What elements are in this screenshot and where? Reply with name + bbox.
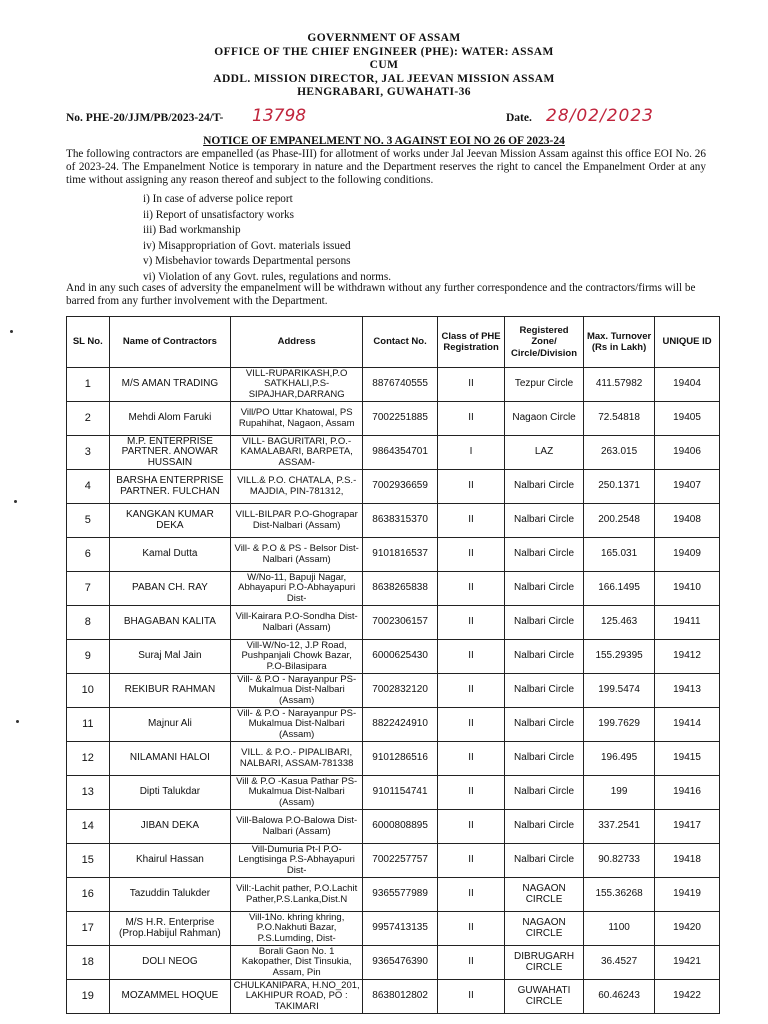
cell-contact: 7002832120	[363, 674, 438, 708]
cell-address: Vill- & P.O - Narayanpur PS-Mukalmua Dist-Nalbari (Assam)	[231, 708, 363, 742]
cell-class: II	[438, 504, 505, 538]
cell-name: Kamal Dutta	[109, 538, 231, 572]
cell-uid: 19404	[655, 368, 720, 402]
cell-turnover: 196.495	[584, 742, 655, 776]
cell-turnover: 72.54818	[584, 402, 655, 436]
cell-address: Vill-1No. khring khring, P.O.Nakhuti Bazar, P.S.Lumding, Dist-	[231, 912, 363, 946]
cell-zone: Nalbari Circle	[505, 572, 584, 606]
cell-contact: 6000625430	[363, 640, 438, 674]
cell-name: Tazuddin Talukder	[109, 878, 231, 912]
table-row	[67, 368, 720, 402]
cell-address: Vill/PO Uttar Khatowal, PS Rupahihat, Nagaon, Assam	[231, 402, 363, 436]
cell-name: MOZAMMEL HOQUE	[109, 980, 231, 1014]
margin-mark	[10, 330, 13, 333]
cell-turnover: 199.7629	[584, 708, 655, 742]
table-row	[67, 844, 720, 878]
cell-contact: 7002257757	[363, 844, 438, 878]
table-row	[67, 572, 720, 606]
cell-zone: Nalbari Circle	[505, 606, 584, 640]
table-row	[67, 436, 720, 470]
cell-sl: 16	[67, 878, 110, 912]
cell-uid: 19407	[655, 470, 720, 504]
cell-uid: 19410	[655, 572, 720, 606]
cell-name: KANGKAN KUMAR DEKA	[109, 504, 231, 538]
cell-zone: Nalbari Circle	[505, 844, 584, 878]
reference-number-label: No. PHE-20/JJM/PB/2023-24/T-	[66, 112, 224, 124]
cell-uid: 19414	[655, 708, 720, 742]
cell-turnover: 125.463	[584, 606, 655, 640]
cell-address: Vill-W/No-12, J.P Road, Pushpanjali Chowk Bazar, P.O-Bilasipara	[231, 640, 363, 674]
cell-name: DOLI NEOG	[109, 946, 231, 980]
cell-address: Vill-Balowa P.O-Balowa Dist-Nalbari (Assam)	[231, 810, 363, 844]
cell-class: II	[438, 946, 505, 980]
header-government: GOVERNMENT OF ASSAM	[307, 32, 461, 44]
cell-turnover: 250.1371	[584, 470, 655, 504]
cell-zone: Tezpur Circle	[505, 368, 584, 402]
cell-uid: 19420	[655, 912, 720, 946]
cell-name: PABAN CH. RAY	[109, 572, 231, 606]
cell-address: Vill-Dumuria Pt-I P.O-Lengtisinga P.S-Abhayapuri Dist-	[231, 844, 363, 878]
cell-class: II	[438, 878, 505, 912]
reference-number-handwritten: 13798	[252, 106, 307, 126]
cell-contact: 9864354701	[363, 436, 438, 470]
condition-item: vi) Violation of any Govt. rules, regulations and norms.	[143, 270, 392, 283]
table-row	[67, 878, 720, 912]
closing-paragraph: And in any such cases of adversity the empanelment will be withdrawn without any further correspondence and the contractors/firms will be barred from any further involvement with the Department.	[66, 282, 696, 307]
cell-sl: 11	[67, 708, 110, 742]
date-handwritten: 28/02/2023	[546, 106, 654, 126]
cell-class: II	[438, 844, 505, 878]
header-sl: SL No.	[67, 317, 110, 368]
cell-class: II	[438, 402, 505, 436]
cell-name: BHAGABAN KALITA	[109, 606, 231, 640]
table-row	[67, 946, 720, 980]
header-turnover: Max. Turnover (Rs in Lakh)	[584, 317, 655, 368]
cell-turnover: 165.031	[584, 538, 655, 572]
cell-name: JIBAN DEKA	[109, 810, 231, 844]
cell-zone: NAGAON CIRCLE	[505, 912, 584, 946]
table-row	[67, 810, 720, 844]
cell-contact: 8876740555	[363, 368, 438, 402]
cell-uid: 19421	[655, 946, 720, 980]
header-name: Name of Contractors	[109, 317, 231, 368]
cell-uid: 19413	[655, 674, 720, 708]
cell-turnover: 337.2541	[584, 810, 655, 844]
cell-contact: 8638265838	[363, 572, 438, 606]
cell-turnover: 166.1495	[584, 572, 655, 606]
cell-uid: 19419	[655, 878, 720, 912]
cell-class: II	[438, 640, 505, 674]
cell-name: Dipti Talukdar	[109, 776, 231, 810]
cell-address: Vill:-Lachit pather, P.O.Lachit Pather,P.S.Lanka,Dist.N	[231, 878, 363, 912]
table-header-row	[67, 317, 720, 368]
margin-mark	[16, 720, 19, 723]
cell-address: CHULKANIPARA, H.NO_201, LAKHIPUR ROAD, PO : TAKIMARI	[231, 980, 363, 1014]
table-row	[67, 640, 720, 674]
cell-address: VILL- BAGURITARI, P.O.- KAMALABARI, BARPETA, ASSAM-	[231, 436, 363, 470]
cell-contact: 9101816537	[363, 538, 438, 572]
cell-sl: 9	[67, 640, 110, 674]
cell-sl: 6	[67, 538, 110, 572]
cell-sl: 15	[67, 844, 110, 878]
cell-class: II	[438, 368, 505, 402]
cell-address: VILL. & P.O.- PIPALIBARI, NALBARI, ASSAM-781338	[231, 742, 363, 776]
table-row	[67, 674, 720, 708]
cell-name: REKIBUR RAHMAN	[109, 674, 231, 708]
cell-uid: 19422	[655, 980, 720, 1014]
condition-item: v) Misbehavior towards Departmental persons	[143, 255, 351, 268]
header-office: OFFICE OF THE CHIEF ENGINEER (PHE): WATER: ASSAM	[214, 45, 554, 58]
table-row	[67, 470, 720, 504]
table-row	[67, 538, 720, 572]
condition-item: i) In case of adverse police report	[143, 193, 293, 205]
cell-name: M/S AMAN TRADING	[109, 368, 231, 402]
cell-sl: 14	[67, 810, 110, 844]
table-row	[67, 912, 720, 946]
date-label: Date.	[506, 112, 532, 124]
cell-sl: 19	[67, 980, 110, 1014]
table-row	[67, 504, 720, 538]
cell-name: BARSHA ENTERPRISE PARTNER. FULCHAN	[109, 470, 231, 504]
margin-mark	[14, 500, 17, 503]
cell-class: I	[438, 436, 505, 470]
cell-contact: 7002306157	[363, 606, 438, 640]
table-body	[67, 368, 720, 1014]
cell-turnover: 155.29395	[584, 640, 655, 674]
cell-name: NILAMANI HALOI	[109, 742, 231, 776]
cell-contact: 9365476390	[363, 946, 438, 980]
condition-item: iv) Misappropriation of Govt. materials issued	[143, 239, 351, 252]
cell-uid: 19409	[655, 538, 720, 572]
cell-zone: DIBRUGARH CIRCLE	[505, 946, 584, 980]
cell-turnover: 411.57982	[584, 368, 655, 402]
cell-name: M/S H.R. Enterprise (Prop.Habijul Rahman)	[109, 912, 231, 946]
cell-turnover: 60.46243	[584, 980, 655, 1014]
cell-sl: 2	[67, 402, 110, 436]
cell-zone: Nalbari Circle	[505, 742, 584, 776]
cell-address: Vill- & P.O - Narayanpur PS-Mukalmua Dist-Nalbari (Assam)	[231, 674, 363, 708]
cell-uid: 19418	[655, 844, 720, 878]
cell-address: VILL-BILPAR P.O-Ghograpar Dist-Nalbari (Assam)	[231, 504, 363, 538]
cell-contact: 8638315370	[363, 504, 438, 538]
cell-turnover: 1100	[584, 912, 655, 946]
table-row	[67, 402, 720, 436]
cell-class: II	[438, 912, 505, 946]
condition-item: ii) Report of unsatisfactory works	[143, 208, 294, 221]
cell-class: II	[438, 674, 505, 708]
cell-sl: 13	[67, 776, 110, 810]
table-row	[67, 980, 720, 1014]
cell-contact: 9101154741	[363, 776, 438, 810]
cell-sl: 18	[67, 946, 110, 980]
cell-sl: 3	[67, 436, 110, 470]
cell-uid: 19405	[655, 402, 720, 436]
cell-name: Mehdi Alom Faruki	[109, 402, 231, 436]
cell-uid: 19415	[655, 742, 720, 776]
cell-turnover: 263.015	[584, 436, 655, 470]
table-row	[67, 742, 720, 776]
header-contact: Contact No.	[363, 317, 438, 368]
cell-zone: Nalbari Circle	[505, 538, 584, 572]
cell-sl: 12	[67, 742, 110, 776]
cell-address: W/No-11, Bapuji Nagar, Abhayapuri P.O-Abhayapuri Dist-	[231, 572, 363, 606]
cell-zone: Nalbari Circle	[505, 776, 584, 810]
cell-sl: 8	[67, 606, 110, 640]
cell-zone: Nalbari Circle	[505, 674, 584, 708]
cell-sl: 4	[67, 470, 110, 504]
header-uid: UNIQUE ID	[655, 317, 720, 368]
cell-class: II	[438, 470, 505, 504]
cell-name: Majnur Ali	[109, 708, 231, 742]
cell-sl: 10	[67, 674, 110, 708]
contractors-table	[66, 316, 720, 1014]
cell-address: VILL.& P.O. CHATALA, P.S.-MAJDIA, PIN-781312,	[231, 470, 363, 504]
cell-zone: Nalbari Circle	[505, 708, 584, 742]
cell-zone: Nalbari Circle	[505, 470, 584, 504]
table-row	[67, 606, 720, 640]
cell-class: II	[438, 742, 505, 776]
cell-sl: 1	[67, 368, 110, 402]
cell-uid: 19408	[655, 504, 720, 538]
cell-uid: 19411	[655, 606, 720, 640]
cell-zone: Nalbari Circle	[505, 640, 584, 674]
cell-name: Suraj Mal Jain	[109, 640, 231, 674]
cell-contact: 7002251885	[363, 402, 438, 436]
cell-contact: 7002936659	[363, 470, 438, 504]
cell-address: VILL-RUPARIKASH,P.O SATKHALI,P.S-SIPAJHAR,DARRANG	[231, 368, 363, 402]
cell-turnover: 199	[584, 776, 655, 810]
cell-address: Vill & P.O -Kasua Pathar PS-Mukalmua Dist-Nalbari (Assam)	[231, 776, 363, 810]
cell-address: Borali Gaon No. 1 Kakopather, Dist Tinsukia, Assam, Pin	[231, 946, 363, 980]
table-row	[67, 776, 720, 810]
cell-sl: 17	[67, 912, 110, 946]
cell-contact: 9957413135	[363, 912, 438, 946]
header-address: Address	[231, 317, 363, 368]
conditions-list	[143, 192, 391, 286]
cell-address: Vill- & P.O & PS - Belsor Dist-Nalbari (Assam)	[231, 538, 363, 572]
cell-class: II	[438, 708, 505, 742]
cell-class: II	[438, 538, 505, 572]
cell-turnover: 90.82733	[584, 844, 655, 878]
cell-contact: 9365577989	[363, 878, 438, 912]
cell-turnover: 199.5474	[584, 674, 655, 708]
intro-paragraph: The following contractors are empanelled (as Phase-III) for allotment of works under Jal Jeevan Mission Assam against this office EOI No. 26 of 2023-24. The Empanelment Notice is temporary in nature and the Department reserves the right to cancel the Empanelment Order at any time without assigning any reason thereof and subject to the following conditions.	[66, 148, 706, 186]
cell-uid: 19406	[655, 436, 720, 470]
cell-uid: 19416	[655, 776, 720, 810]
header-address: HENGRABARI, GUWAHATI-36	[297, 86, 471, 98]
cell-turnover: 200.2548	[584, 504, 655, 538]
cell-sl: 7	[67, 572, 110, 606]
cell-class: II	[438, 572, 505, 606]
cell-zone: GUWAHATI CIRCLE	[505, 980, 584, 1014]
reference-line	[66, 108, 706, 132]
cell-contact: 8822424910	[363, 708, 438, 742]
cell-class: II	[438, 606, 505, 640]
header-cum: CUM	[369, 59, 399, 71]
cell-uid: 19417	[655, 810, 720, 844]
table-row	[67, 708, 720, 742]
header-class: Class of PHE Registration	[438, 317, 505, 368]
cell-turnover: 155.36268	[584, 878, 655, 912]
notice-title: NOTICE OF EMPANELMENT NO. 3 AGAINST EOI NO 26 OF 2023-24	[203, 135, 565, 147]
header-zone: Registered Zone/ Circle/Division	[505, 317, 584, 368]
condition-item: iii) Bad workmanship	[143, 224, 241, 237]
cell-zone: Nalbari Circle	[505, 504, 584, 538]
cell-zone: Nagaon Circle	[505, 402, 584, 436]
cell-contact: 8638012802	[363, 980, 438, 1014]
cell-address: Vill-Kairara P.O-Sondha Dist-Nalbari (Assam)	[231, 606, 363, 640]
letterhead	[0, 32, 768, 100]
cell-contact: 6000808895	[363, 810, 438, 844]
cell-zone: Nalbari Circle	[505, 810, 584, 844]
header-mission: ADDL. MISSION DIRECTOR, JAL JEEVAN MISSION ASSAM	[213, 72, 555, 85]
cell-class: II	[438, 810, 505, 844]
cell-zone: NAGAON CIRCLE	[505, 878, 584, 912]
cell-name: M.P. ENTERPRISE PARTNER. ANOWAR HUSSAIN	[109, 436, 231, 470]
cell-class: II	[438, 980, 505, 1014]
cell-contact: 9101286516	[363, 742, 438, 776]
cell-sl: 5	[67, 504, 110, 538]
cell-name: Khairul Hassan	[109, 844, 231, 878]
cell-class: II	[438, 776, 505, 810]
cell-zone: LAZ	[505, 436, 584, 470]
cell-turnover: 36.4527	[584, 946, 655, 980]
cell-uid: 19412	[655, 640, 720, 674]
